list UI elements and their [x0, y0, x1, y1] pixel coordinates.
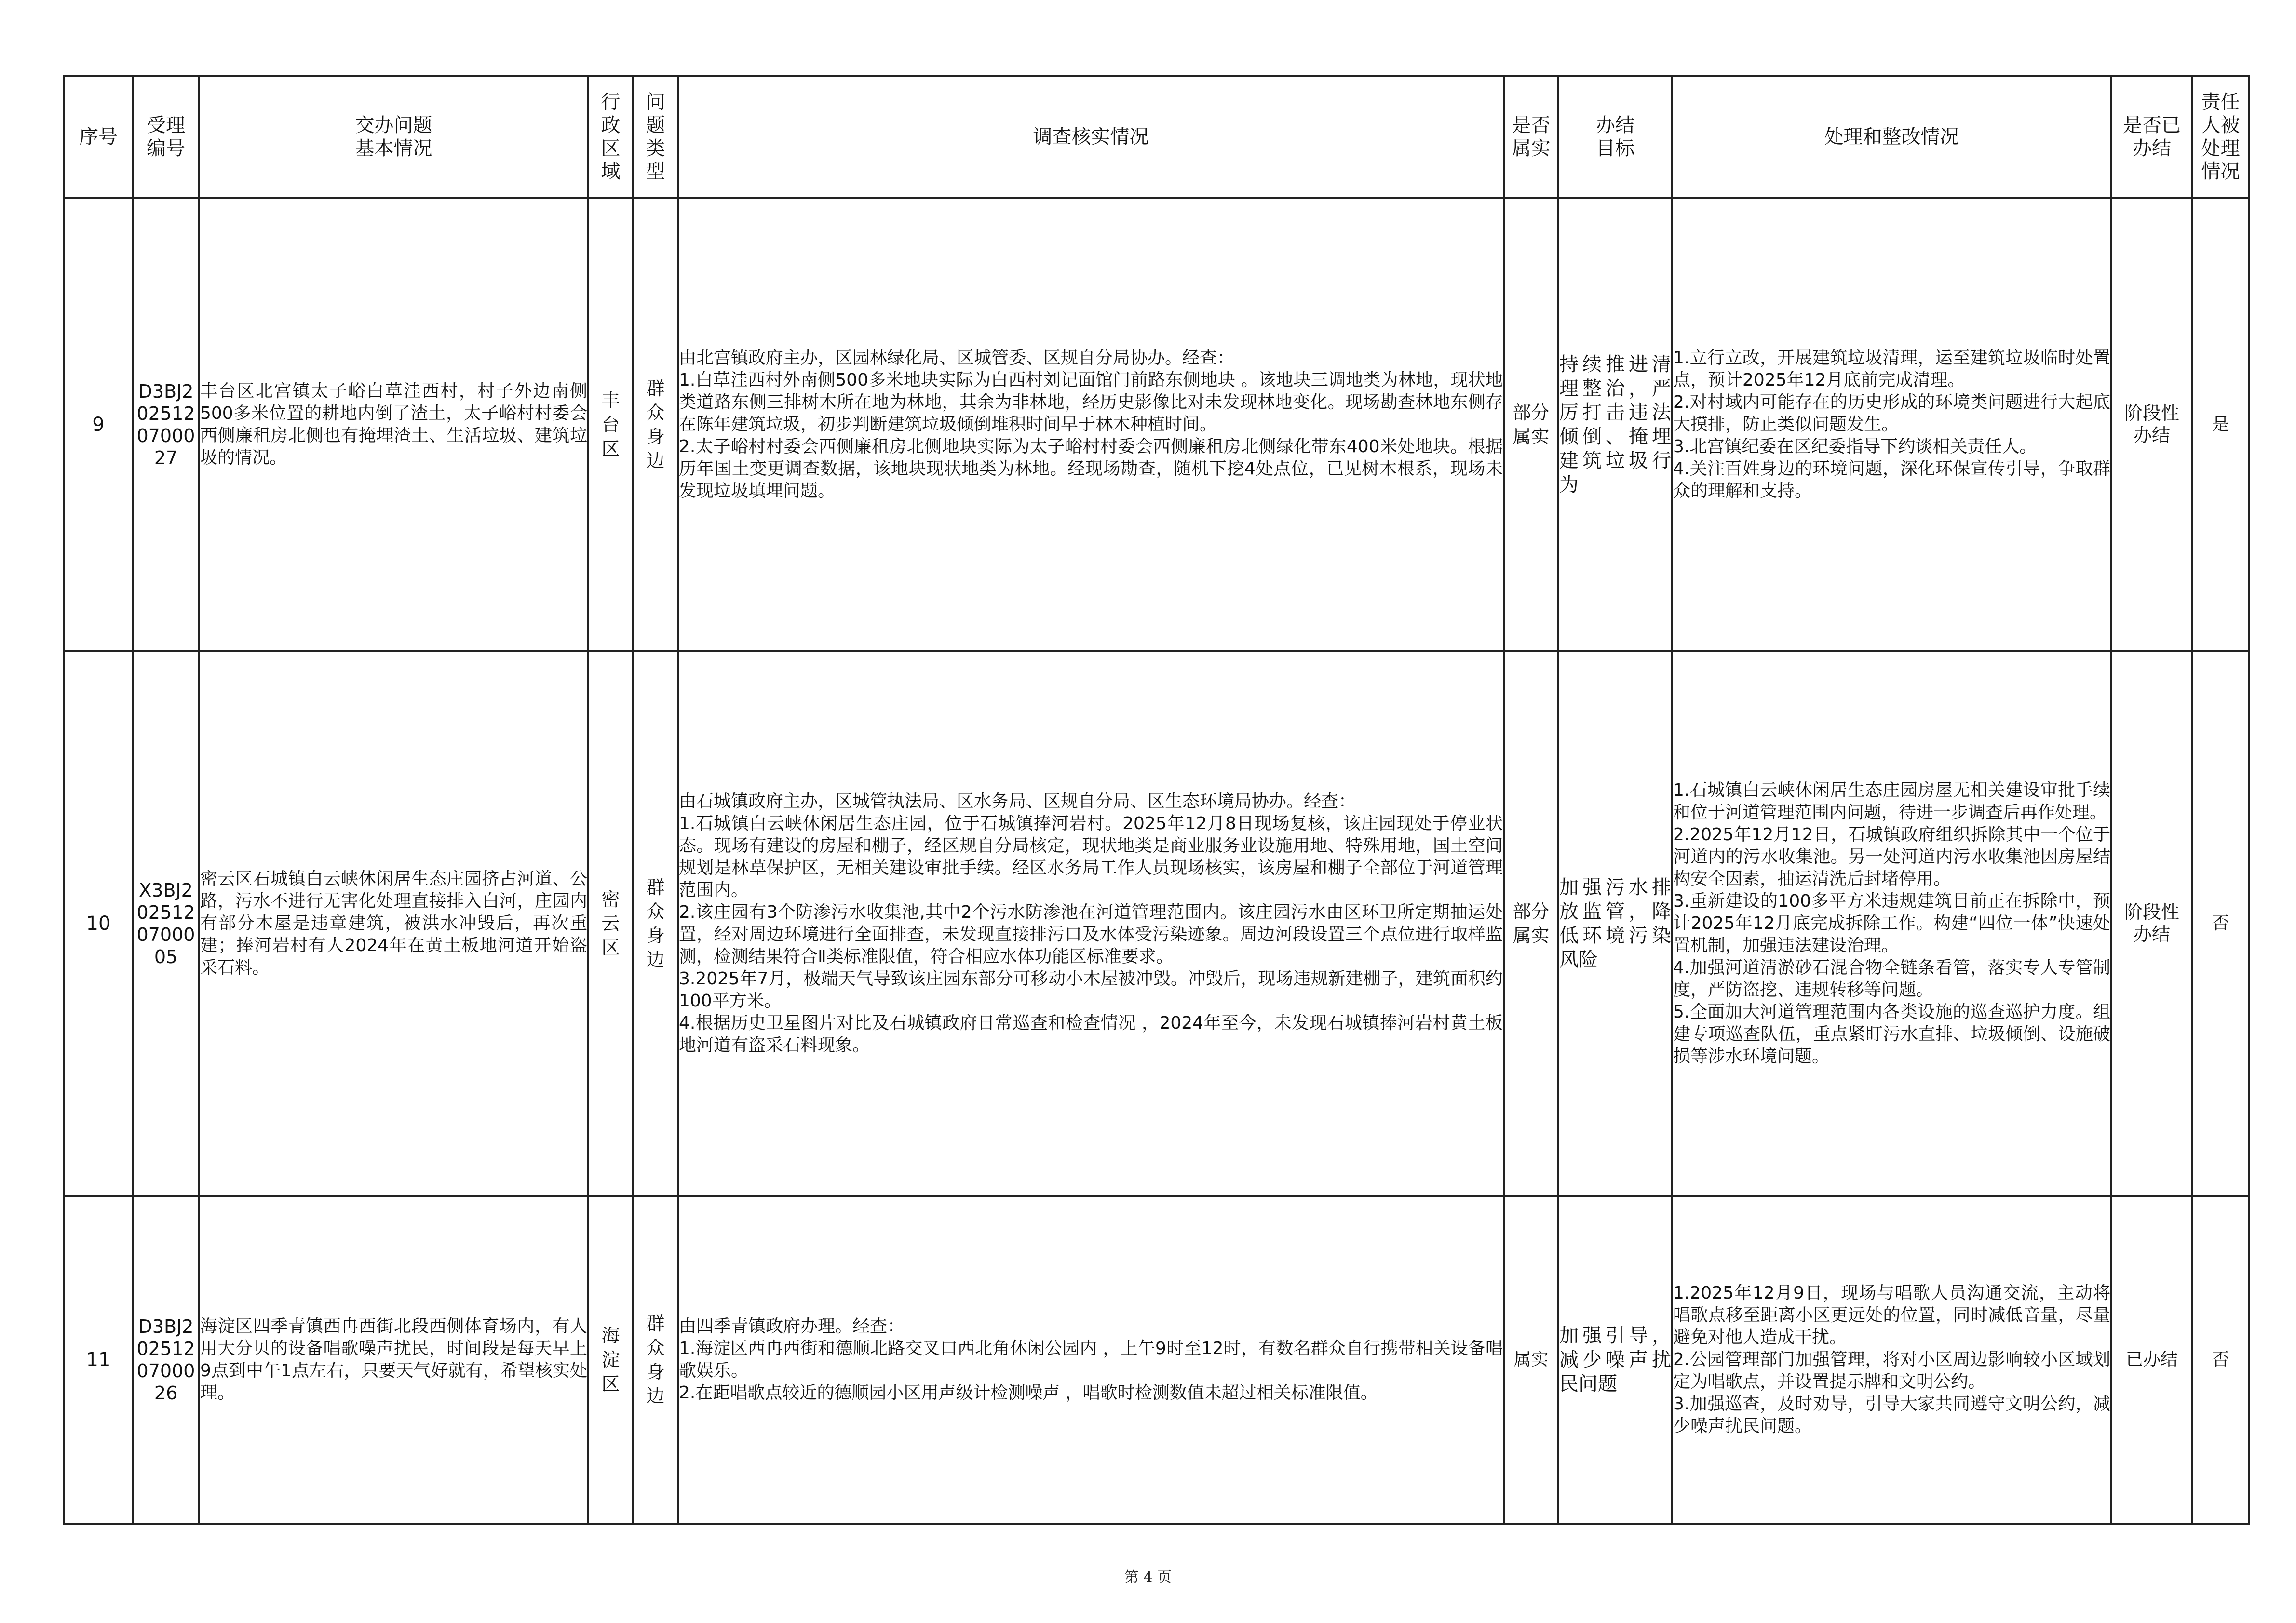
- cell-seq: 9: [64, 198, 133, 651]
- cell-district: 海淀区: [588, 1196, 633, 1524]
- cell-verified: 属实: [1504, 1196, 1558, 1524]
- cell-closed: 阶段性办结: [2111, 651, 2192, 1196]
- cell-code: D3BJ2025120700027: [133, 198, 199, 651]
- cases-table: [63, 75, 2250, 1525]
- cell-seq: 11: [64, 1196, 133, 1524]
- header-row: [64, 76, 2249, 198]
- header-code: 受理编号: [133, 76, 199, 198]
- cell-code: X3BJ2025120700005: [133, 651, 199, 1196]
- cell-verified: 部分属实: [1504, 198, 1558, 651]
- header-closed: 是否已办结: [2111, 76, 2192, 198]
- cell-goal: 持续推进清理整治，严厉打击违法倾倒、掩埋建筑垃圾行为: [1558, 198, 1672, 651]
- cell-basic: 密云区石城镇白云峡休闲居生态庄园挤占河道、公路，污水不进行无害化处理直接排入白河，庄园内有部分木屋是违章建筑，被洪水冲毁后，再次重建；捧河岩村有人2024年在黄土板地河道开始盗采石料。: [199, 651, 588, 1196]
- cell-type: 群众身边: [633, 651, 678, 1196]
- table-row: [64, 198, 2249, 651]
- header-investigation: 调查核实情况: [678, 76, 1504, 198]
- cell-accountability: 否: [2192, 651, 2249, 1196]
- cell-code: D3BJ2025120700026: [133, 1196, 199, 1524]
- header-rectification: 处理和整改情况: [1672, 76, 2111, 198]
- header-district: 行政区域: [588, 76, 633, 198]
- cell-rectification: 1.2025年12月9日，现场与唱歌人员沟通交流，主动将唱歌点移至距离小区更远处的位置，同时减低音量，尽量避免对他人造成干扰。 2.公园管理部门加强管理，将对小区周边影响较小区域划定为唱歌点，并设置提示牌和文明公约。 3.加强巡查，及时劝导，引导大家共同遵守文明公约，减少噪声扰民问题。: [1672, 1196, 2111, 1524]
- cell-basic: 海淀区四季青镇西冉西街北段西侧体育场内，有人用大分贝的设备唱歌噪声扰民，时间段是每天早上9点到中午1点左右，只要天气好就有，希望核实处理。: [199, 1196, 588, 1524]
- cell-type: 群众身边: [633, 198, 678, 651]
- cell-verified: 部分属实: [1504, 651, 1558, 1196]
- table-row: [64, 651, 2249, 1196]
- cell-rectification: 1.石城镇白云峡休闲居生态庄园房屋无相关建设审批手续和位于河道管理范围内问题，待进一步调查后再作处理。 2.2025年12月12日，石城镇政府组织拆除其中一个位于河道内的污水收集池。另一处河道内污水收集池因房屋结构安全因素，抽运清洗后封堵停用。 3.重新建设的100多平方米违规建筑目前正在拆除中，预计2025年12月底完成拆除工作。构建“四位一体”快速处置机制，加强违法建设治理。 4.加强河道清淤砂石混合物全链条看管，落实专人专管制度，严防盗挖、违规转移等问题。 5.全面加大河道管理范围内各类设施的巡查巡护力度。组建专项巡查队伍，重点紧盯污水直排、垃圾倾倒、设施破损等涉水环境问题。: [1672, 651, 2111, 1196]
- header-basic: 交办问题 基本情况: [199, 76, 588, 198]
- cell-closed: 阶段性办结: [2111, 198, 2192, 651]
- header-verified: 是否属实: [1504, 76, 1558, 198]
- cell-district: 丰台区: [588, 198, 633, 651]
- cell-type: 群众身边: [633, 1196, 678, 1524]
- cell-goal: 加强引导，减少噪声扰民问题: [1558, 1196, 1672, 1524]
- header-accountability: 责任人被处理情况: [2192, 76, 2249, 198]
- cell-rectification: 1.立行立改，开展建筑垃圾清理，运至建筑垃圾临时处置点，预计2025年12月底前完成清理。 2.对村域内可能存在的历史形成的环境类问题进行大起底大摸排，防止类似问题发生。 3.北宫镇纪委在区纪委指导下约谈相关责任人。 4.关注百姓身边的环境问题，深化环保宣传引导，争取群众的理解和支持。: [1672, 198, 2111, 651]
- header-goal: 办结目标: [1558, 76, 1672, 198]
- table-row: [64, 1196, 2249, 1524]
- cell-accountability: 否: [2192, 1196, 2249, 1524]
- cell-investigation: 由北宫镇政府主办，区园林绿化局、区城管委、区规自分局协办。经查： 1.白草洼西村外南侧500多米地块实际为白西村刘记面馆门前路东侧地块 。该地块三调地类为林地，现状地类道路东侧三排树木所在地为林地，其余为非林地，经历史影像比对未发现林地变化。现场勘查林地东侧存在陈年建筑垃圾，初步判断建筑垃圾倾倒堆积时间早于林木种植时间。 2.太子峪村村委会西侧廉租房北侧地块实际为太子峪村村委会西侧廉租房北侧绿化带东400米处地块。根据历年国土变更调查数据，该地块现状地类为林地。经现场勘查，随机下挖4处点位，已见树木根系，现场未发现垃圾填埋问题。: [678, 198, 1504, 651]
- cell-basic: 丰台区北宫镇太子峪白草洼西村，村子外边南侧500多米位置的耕地内倒了渣土，太子峪村村委会西侧廉租房北侧也有掩埋渣土、生活垃圾、建筑垃圾的情况。: [199, 198, 588, 651]
- cell-seq: 10: [64, 651, 133, 1196]
- cell-goal: 加强污水排放监管，降低环境污染风险: [1558, 651, 1672, 1196]
- page-number: 第 4 页: [1124, 1569, 1172, 1586]
- header-seq: 序号: [64, 76, 133, 198]
- cell-investigation: 由四季青镇政府办理。经查： 1.海淀区西冉西街和德顺北路交叉口西北角休闲公园内 ，上午9时至12时，有数名群众自行携带相关设备唱歌娱乐。 2.在距唱歌点较近的德顺园小区用声级计检测噪声 ，唱歌时检测数值未超过相关标准限值。: [678, 1196, 1504, 1524]
- header-type: 问题类型: [633, 76, 678, 198]
- cell-investigation: 由石城镇政府主办，区城管执法局、区水务局、区规自分局、区生态环境局协办。经查： 1.石城镇白云峡休闲居生态庄园，位于石城镇捧河岩村。2025年12月8日现场复核，该庄园现处于停业状态。现场有建设的房屋和棚子，经区规自分局核定，现状地类是商业服务业设施用地、特殊用地，国土空间规划是林草保护区，无相关建设审批手续。经区水务局工作人员现场核实，该房屋和棚子全部位于河道管理范围内。 2.该庄园有3个防渗污水收集池,其中2个污水防渗池在河道管理范围内。该庄园污水由区环卫所定期抽运处置，经对周边环境进行全面排查，未发现直接排污口及水体受污染迹象。周边河段设置三个点位进行取样监测，检测结果符合Ⅱ类标准限值，符合相应水体功能区标准要求。 3.2025年7月，极端天气导致该庄园东部分可移动小木屋被冲毁。冲毁后，现场违规新建棚子，建筑面积约100平方米。 4.根据历史卫星图片对比及石城镇政府日常巡查和检查情况 ，2024年至今，未发现石城镇捧河岩村黄土板地河道有盗采石料现象。: [678, 651, 1504, 1196]
- cell-closed: 已办结: [2111, 1196, 2192, 1524]
- cell-accountability: 是: [2192, 198, 2249, 651]
- cell-district: 密云区: [588, 651, 633, 1196]
